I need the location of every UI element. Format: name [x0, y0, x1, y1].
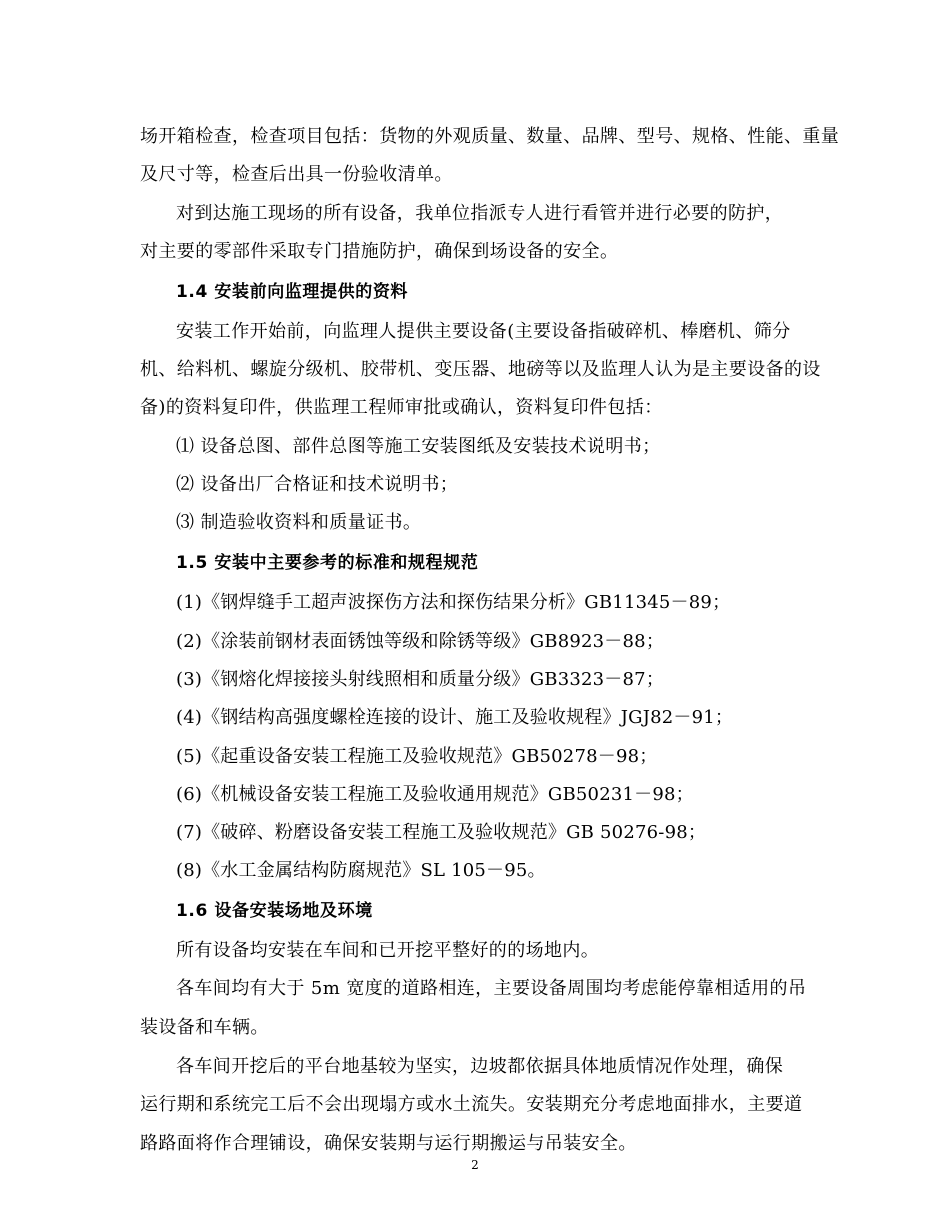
paragraph-line: 安装工作开始前，向监理人提供主要设备(主要设备指破碎机、棒磨机、筛分 — [176, 321, 791, 342]
paragraph-line: 对到达施工现场的所有设备，我单位指派专人进行看管并进行必要的防护， — [176, 203, 784, 224]
reference-item: (7)《破碎、粉磨设备安装工程施工及验收规范》GB 50276-98； — [176, 822, 707, 843]
reference-item: (8)《水工金属结构防腐规范》SL 105－95。 — [176, 860, 546, 881]
paragraph-line: 对主要的零部件采取专门措施防护，确保到场设备的安全。 — [140, 241, 619, 262]
page-number: 2 — [471, 1158, 479, 1172]
reference-item: (6)《机械设备安装工程施工及验收通用规范》GB50231－98； — [176, 784, 694, 805]
reference-item: (1)《钢焊缝手工超声波探伤方法和探伤结果分析》GB11345－89； — [176, 592, 731, 613]
section-heading: 1.5 安装中主要参考的标准和规程规范 — [176, 553, 479, 573]
paragraph-line: 场开箱检查，检查项目包括：货物的外观质量、数量、品牌、型号、规格、性能、重量 — [140, 126, 840, 147]
list-item: ⑴ 设备总图、部件总图等施工安装图纸及安装技术说明书； — [176, 436, 661, 457]
paragraph-line: 各车间均有大于 5m 宽度的道路相连，主要设备周围均考虑能停靠相适用的吊 — [176, 978, 807, 999]
paragraph-line: 所有设备均安装在车间和已开挖平整好的的场地内。 — [176, 940, 600, 961]
reference-item: (5)《起重设备安装工程施工及验收规范》GB50278－98； — [176, 746, 658, 767]
paragraph-line: 装设备和车辆。 — [140, 1017, 269, 1038]
paragraph-line: 备)的资料复印件，供监理工程师审批或确认，资料复印件包括： — [140, 397, 663, 418]
reference-item: (2)《涂装前钢材表面锈蚀等级和除锈等级》GB8923－88； — [176, 631, 665, 652]
section-heading: 1.6 设备安装场地及环境 — [176, 901, 373, 921]
paragraph-line: 及尺寸等，检查后出具一份验收清单。 — [140, 164, 453, 185]
paragraph-line: 运行期和系统完工后不会出现塌方或水土流失。安装期充分考虑地面排水，主要道 — [140, 1094, 803, 1115]
section-heading: 1.4 安装前向监理提供的资料 — [176, 282, 409, 302]
paragraph-line: 机、给料机、螺旋分级机、胶带机、变压器、地磅等以及监理人认为是主要设备的设 — [140, 359, 821, 380]
paragraph-line: 路路面将作合理铺设，确保安装期与运行期搬运与吊装安全。 — [140, 1133, 637, 1154]
paragraph-line: 各车间开挖后的平台地基较为坚实，边坡都依据具体地质情况作处理，确保 — [176, 1056, 784, 1077]
reference-item: (3)《钢熔化焊接接头射线照相和质量分级》GB3323－87； — [176, 669, 665, 690]
reference-item: (4)《钢结构高强度螺栓连接的设计、施工及验收规程》JGJ82－91； — [176, 707, 734, 728]
list-item: ⑶ 制造验收资料和质量证书。 — [176, 512, 422, 533]
list-item: ⑵ 设备出厂合格证和技术说明书； — [176, 474, 459, 495]
